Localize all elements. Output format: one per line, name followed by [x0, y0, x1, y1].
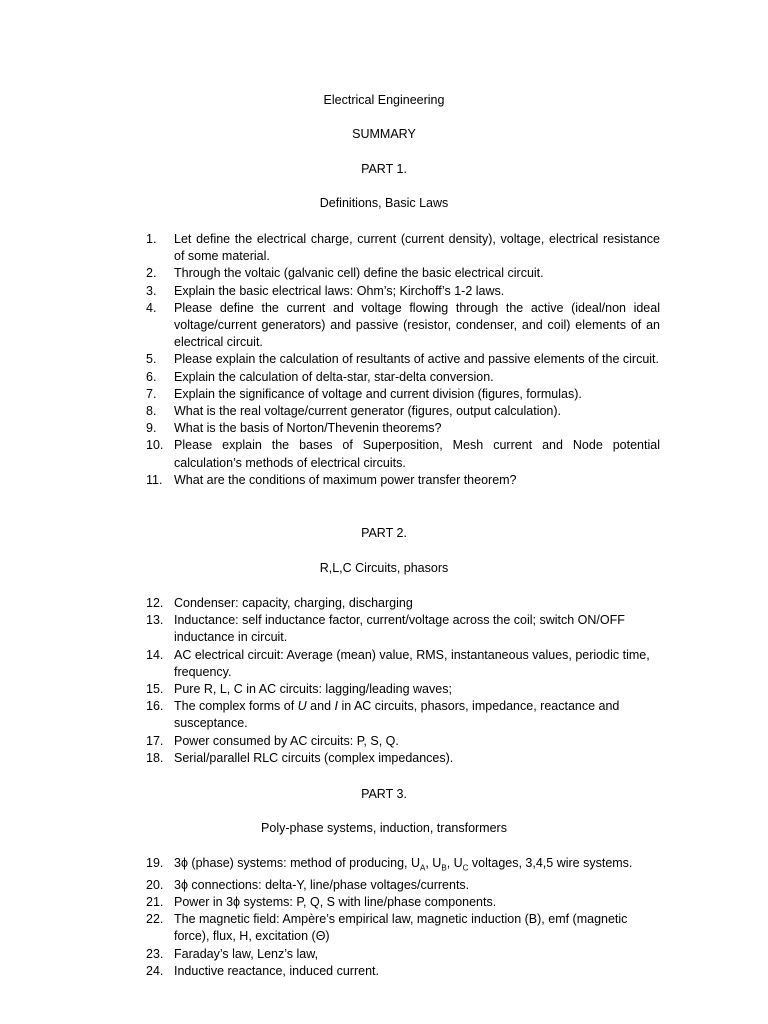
part-1-list	[146, 231, 660, 489]
item-text: Inductance: self inductance factor, current/voltage across the coil; switch ON/OFF inductance in circuit.	[174, 613, 625, 645]
item-text: Condenser: capacity, charging, discharging	[174, 596, 413, 610]
item-number: 24.	[146, 963, 164, 978]
document-title: Electrical Engineering	[323, 93, 445, 107]
item-number: 6.	[146, 369, 157, 384]
item-number: 5.	[146, 352, 157, 367]
list-item	[146, 420, 660, 437]
part-3-label: PART 3.	[361, 787, 407, 801]
list-item	[146, 300, 660, 352]
part-1-label: PART 1.	[361, 162, 407, 176]
item-number: 23.	[146, 946, 164, 961]
item-text: Let define the electrical charge, current (current density), voltage, electrical resistance of some material.	[174, 232, 660, 264]
item-text: 3ϕ connections: delta-Y, line/phase voltages/currents.	[174, 877, 470, 892]
list-item	[146, 386, 660, 403]
list-item	[146, 946, 660, 963]
item-text: Through the voltaic (galvanic cell) define the basic electrical circuit.	[174, 266, 544, 281]
list-item	[146, 698, 660, 732]
list-item	[146, 595, 660, 612]
list-item	[146, 647, 660, 681]
list-item	[146, 894, 660, 911]
item-number: 12.	[146, 596, 164, 610]
part-2-label: PART 2.	[361, 526, 407, 540]
item-number: 20.	[146, 877, 164, 892]
item-number: 9.	[146, 421, 157, 436]
item-text: What are the conditions of maximum power transfer theorem?	[174, 472, 517, 487]
item-number: 7.	[146, 386, 157, 401]
item-text: Inductive reactance, induced current.	[174, 963, 379, 978]
summary-heading: SUMMARY	[352, 127, 416, 141]
item-number: 13.	[146, 613, 164, 628]
part-3-title: Poly-phase systems, induction, transformers	[261, 821, 507, 835]
part-2-list	[146, 595, 660, 767]
item-text: What is the basis of Norton/Thevenin theorems?	[174, 421, 442, 436]
item-text: Power in 3ϕ systems: P, Q, S with line/phase components.	[174, 894, 497, 909]
item-text: The complex forms of U and I in AC circuits, phasors, impedance, reactance and susceptance.	[174, 699, 620, 731]
list-item	[146, 265, 660, 282]
list-item	[146, 911, 660, 945]
item-text: The magnetic field: Ampère’s empirical law, magnetic induction (B), emf (magnetic force), flux, H, excitation (Θ)	[174, 912, 628, 944]
item-number: 17.	[146, 733, 164, 748]
item-number: 19.	[146, 856, 164, 870]
list-item	[146, 681, 660, 698]
list-item	[146, 877, 660, 894]
item-number: 22.	[146, 912, 164, 927]
list-item	[146, 733, 660, 750]
item-number: 2.	[146, 266, 157, 281]
item-number: 8.	[146, 404, 157, 419]
item-text: Explain the calculation of delta-star, star-delta conversion.	[174, 369, 494, 384]
item-number: 10.	[146, 438, 164, 453]
item-text: What is the real voltage/current generator (figures, output calculation).	[174, 404, 562, 419]
list-item	[146, 855, 660, 877]
item-text: Explain the basic electrical laws: Ohm’s; Kirchoff’s 1-2 laws.	[174, 283, 505, 298]
part-3-list	[146, 855, 660, 980]
item-number: 15.	[146, 682, 164, 697]
item-text: Please explain the bases of Superposition, Mesh current and Node potential calculation’s methods of electrical circuits.	[174, 438, 660, 470]
item-number: 18.	[146, 750, 164, 765]
item-text: Explain the significance of voltage and current division (figures, formulas).	[174, 386, 582, 401]
list-item	[146, 283, 660, 300]
list-item	[146, 369, 660, 386]
item-number: 14.	[146, 647, 164, 662]
item-text: Please define the current and voltage flowing through the active (ideal/non ideal voltage/current generators) and passive (resistor, condenser, and coil) elements of an electrical circuit.	[174, 300, 660, 350]
item-number: 1.	[146, 232, 157, 246]
item-number: 21.	[146, 894, 164, 909]
item-text: Serial/parallel RLC circuits (complex impedances).	[174, 750, 454, 765]
list-item	[146, 750, 660, 767]
part-1-title: Definitions, Basic Laws	[319, 196, 449, 210]
item-text: Faraday’s law, Lenz’s law,	[174, 946, 319, 961]
list-item	[146, 612, 660, 646]
list-item	[146, 437, 660, 471]
item-text: Pure R, L, C in AC circuits: lagging/leading waves;	[174, 682, 452, 697]
list-item	[146, 351, 660, 368]
list-item	[146, 963, 660, 980]
item-number: 11.	[146, 472, 163, 487]
item-text: AC electrical circuit: Average (mean) value, RMS, instantaneous values, periodic time, frequency.	[174, 647, 650, 679]
item-text: 3ϕ (phase) systems: method of producing, $U_A$, $U_B$, $U_C$ voltages, 3,4,5 wire systems.	[174, 856, 633, 873]
part-2-title: R,L,C Circuits, phasors	[319, 561, 449, 575]
item-text: Please explain the calculation of resultants of active and passive elements of the circuit.	[174, 352, 659, 367]
item-text: Power consumed by AC circuits: P, S, Q.	[174, 733, 399, 748]
list-item	[146, 231, 660, 265]
list-item	[146, 472, 660, 489]
item-number: 3.	[146, 283, 157, 298]
item-number: 4.	[146, 300, 157, 315]
list-item	[146, 403, 660, 420]
item-number: 16.	[146, 699, 164, 714]
